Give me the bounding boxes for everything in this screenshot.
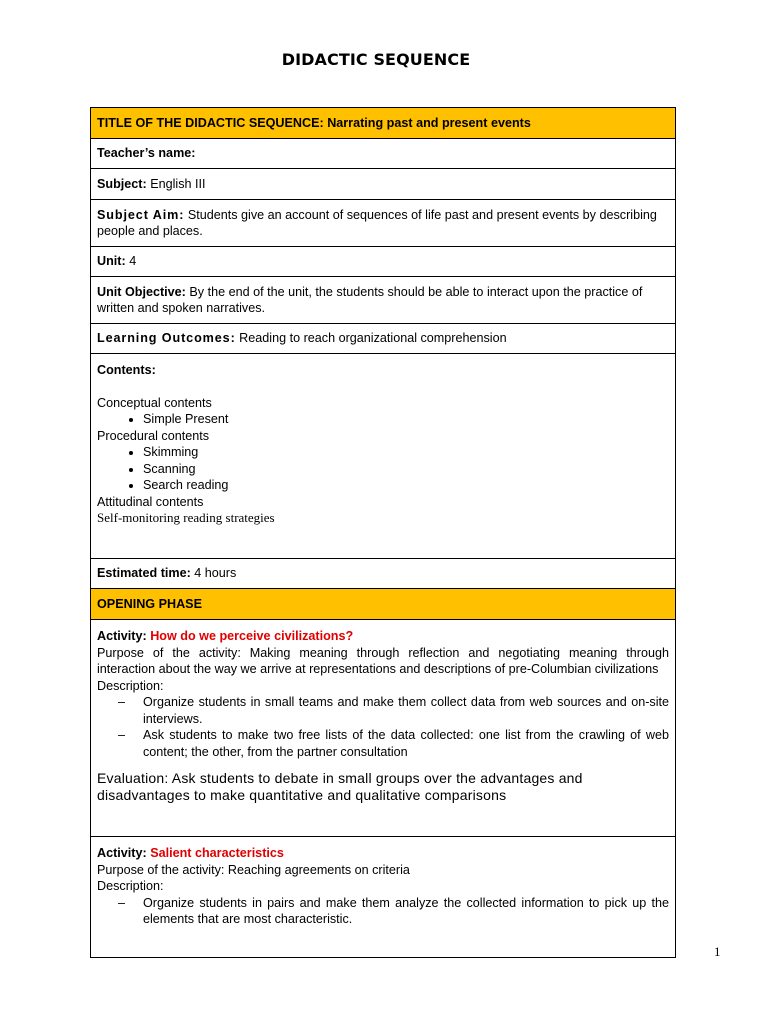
time-cell: [91, 559, 676, 589]
opening-phase-label: OPENING PHASE: [97, 596, 202, 611]
sequence-title-value: Narrating past and present events: [327, 115, 531, 130]
time-label: Estimated time:: [97, 566, 191, 581]
activity-row: [91, 620, 676, 837]
teacher-label: Teacher’s name:: [97, 146, 196, 161]
sequence-title-cell: [91, 108, 676, 139]
contents-label: Contents:: [97, 363, 156, 377]
objective-label: Unit Objective:: [97, 284, 186, 299]
list-item: • Simple Present: [143, 411, 669, 428]
activity-2-cell: [91, 837, 676, 958]
activity-name: Salient characteristics: [150, 846, 284, 860]
outcomes-row: [91, 324, 676, 354]
opening-phase-row: [91, 589, 676, 620]
page-number: 1: [714, 944, 721, 959]
list-item: – Ask students to make two free lists of the data collected: one list from the crawling of web content; the other, from the partner consultation: [143, 727, 669, 760]
aim-row: [91, 200, 676, 247]
didactic-sequence-table: [90, 107, 676, 958]
objective-value: By the end of the unit, the students should be able to interact upon the practice of written and spoken narratives.: [97, 284, 643, 315]
page-title: DIDACTIC SEQUENCE: [281, 50, 471, 69]
procedural-list: [97, 444, 669, 494]
activity-label: Activity:: [97, 846, 147, 860]
unit-cell: [91, 247, 676, 277]
activity-purpose: Purpose of the activity: Making meaning through reflection and negotiating meaning through interaction about the way we arrive at representations and descriptions of pre-Columbian civilizations: [97, 645, 669, 676]
activity-purpose: Purpose of the activity: Reaching agreements on criteria: [97, 862, 410, 877]
time-value: 4 hours: [194, 566, 237, 581]
aim-value: Students give an account of sequences of life past and present events by describing people and places.: [97, 207, 657, 238]
activity-name: How do we perceive civilizations?: [150, 629, 354, 643]
activity-steps: [97, 694, 669, 760]
unit-row: [91, 247, 676, 277]
unit-value: 4: [129, 254, 137, 269]
procedural-label: Procedural contents: [97, 428, 210, 443]
list-item: – Organize students in small teams and make them collect data from web sources and on-site interviews.: [143, 694, 669, 727]
title-row: [91, 108, 676, 139]
objective-cell: [91, 277, 676, 324]
activity-row: [91, 837, 676, 958]
contents-row: [91, 354, 676, 559]
list-item: • Scanning: [143, 461, 669, 478]
subject-value: English III: [150, 176, 206, 191]
aim-cell: [91, 200, 676, 247]
subject-row: [91, 169, 676, 200]
outcomes-value: Reading to reach organizational comprehension: [239, 331, 507, 346]
activity-steps: [97, 895, 669, 928]
contents-cell: [91, 354, 676, 559]
subject-cell: [91, 169, 676, 200]
activity-evaluation: Evaluation: Ask students to debate in small groups over the advantages and disadvantages to make quantitative and qualitative comparisons: [97, 770, 583, 803]
attitudinal-value: Self-monitoring reading strategies: [97, 510, 275, 525]
conceptual-list: [97, 411, 669, 428]
activity-label: Activity:: [97, 629, 147, 643]
sequence-title-label: TITLE OF THE DIDACTIC SEQUENCE:: [97, 115, 324, 130]
subject-label: Subject:: [97, 176, 147, 191]
objective-row: [91, 277, 676, 324]
outcomes-cell: [91, 324, 676, 354]
opening-phase-cell: [91, 589, 676, 620]
activity-1-cell: [91, 620, 676, 837]
description-label: Description:: [97, 879, 164, 893]
list-item: – Organize students in pairs and make them analyze the collected information to pick up the elements that are most characteristic.: [143, 895, 669, 928]
attitudinal-label: Attitudinal contents: [97, 494, 204, 509]
teacher-row: [91, 139, 676, 169]
conceptual-label: Conceptual contents: [97, 395, 212, 410]
unit-label: Unit:: [97, 254, 126, 269]
teacher-cell: [91, 139, 676, 169]
description-label: Description:: [97, 678, 164, 693]
time-row: [91, 559, 676, 589]
list-item: • Search reading: [143, 477, 669, 494]
outcomes-label: Learning Outcomes:: [97, 331, 236, 346]
list-item: • Skimming: [143, 444, 669, 461]
aim-label: Subject Aim:: [97, 207, 185, 222]
